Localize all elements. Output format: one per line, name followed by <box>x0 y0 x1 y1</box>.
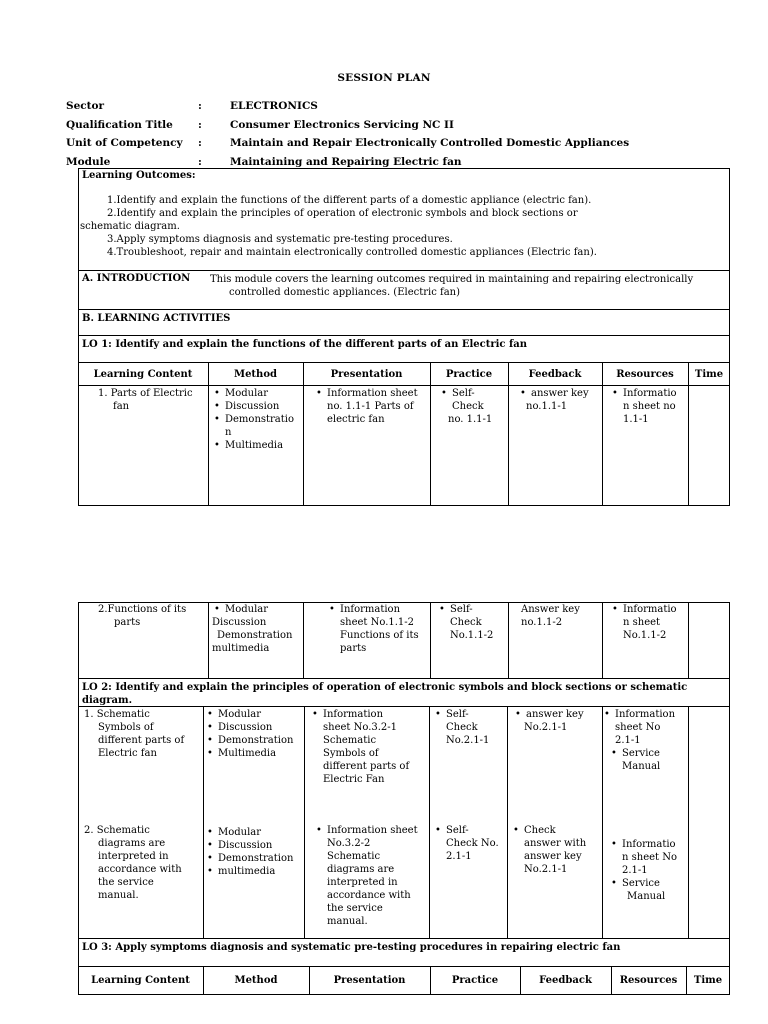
feedback-line: no.1.1-2 <box>521 617 563 628</box>
resources-line: • Informatio <box>623 387 677 400</box>
presentation-line: no. 1.1-1 Parts of <box>327 401 414 412</box>
presentation-line: accordance with <box>327 890 411 901</box>
lower-table <box>78 602 730 995</box>
col-divider <box>507 706 508 938</box>
row4-presentation <box>313 824 418 928</box>
method-item: Discussion <box>212 617 267 628</box>
col-divider <box>508 362 509 506</box>
learning-outcomes-heading: Learning Outcomes: <box>82 170 196 181</box>
method-item: • Modular <box>218 708 293 721</box>
method-item: multimedia <box>212 643 270 654</box>
resources-line: 2.1-1 <box>615 735 641 746</box>
meta-label: Sector <box>66 100 105 112</box>
row2-content <box>98 603 186 629</box>
row2-feedback <box>521 603 580 629</box>
meta-value: Consumer Electronics Servicing NC II <box>230 119 454 131</box>
practice-line: No.1.1-2 <box>450 630 494 641</box>
col-divider <box>203 706 204 938</box>
meta-label: Qualification Title <box>66 119 173 131</box>
col-header-learning-content: Learning Content <box>91 975 190 986</box>
row1-method <box>213 387 294 452</box>
row-divider <box>78 678 730 679</box>
col-divider <box>508 602 509 678</box>
introduction-label: A. INTRODUCTION <box>82 273 191 284</box>
col-header-presentation: Presentation <box>333 975 406 986</box>
meta-value: ELECTRONICS <box>230 100 318 112</box>
method-item: • Discussion <box>218 721 293 734</box>
col-header-method: Method <box>234 369 277 380</box>
col-divider <box>430 362 431 506</box>
presentation-line: No.3.2-2 <box>327 838 371 849</box>
resources-line: No.1.1-2 <box>623 630 667 641</box>
presentation-line: • Information <box>323 708 409 721</box>
resources-line: Manual <box>627 891 666 902</box>
feedback-line: answer key <box>524 851 582 862</box>
resources-line: • Service <box>622 877 677 890</box>
row3-method <box>207 708 293 760</box>
feedback-line: No.2.1-1 <box>524 722 568 733</box>
practice-line: Check <box>446 722 478 733</box>
presentation-line: sheet No.3.2-1 <box>323 722 398 733</box>
row1-feedback <box>516 387 589 413</box>
row-divider <box>78 706 730 707</box>
presentation-line: the service <box>327 903 383 914</box>
col-header-presentation: Presentation <box>330 369 403 380</box>
row-divider <box>78 938 730 939</box>
row4-practice <box>434 824 499 863</box>
row4-resources <box>610 838 677 903</box>
resources-line: 2.1-1 <box>622 865 648 876</box>
resources-line: • Service <box>622 747 675 760</box>
col-divider <box>304 706 305 938</box>
row3-practice <box>434 708 489 747</box>
method-item: • Discussion <box>218 839 293 852</box>
col-header-learning-content: Learning Content <box>93 369 193 380</box>
presentation-line: different parts of <box>323 761 410 772</box>
method-item: • Multimedia <box>218 747 293 760</box>
col-header-practice: Practice <box>445 369 493 380</box>
row1-resources <box>611 387 677 426</box>
introduction-text: controlled domestic appliances. (Electric fan) <box>229 287 460 298</box>
learning-outcome-item: 1.Identify and explain the functions of the different parts of a domestic appliance (electric fan). <box>107 195 592 206</box>
resources-line: n sheet No <box>622 852 677 863</box>
resources-line: n sheet <box>623 617 661 628</box>
row1-content <box>98 387 193 413</box>
presentation-line: Functions of its <box>340 630 419 641</box>
col-header-time: Time <box>693 975 723 986</box>
method-item: Demonstration <box>217 630 293 641</box>
row2-presentation <box>328 603 419 655</box>
row2-practice <box>438 603 493 642</box>
introduction-text: This module covers the learning outcomes required in maintaining and repairing electronically <box>210 274 694 285</box>
feedback-line: No.2.1-1 <box>524 864 568 875</box>
presentation-line: Schematic <box>323 735 377 746</box>
meta-value: Maintaining and Repairing Electric fan <box>230 156 462 168</box>
method-item: • Multimedia <box>225 439 294 452</box>
practice-line: • Self- <box>446 824 499 837</box>
practice-line: • Self- <box>446 708 489 721</box>
lo2-heading: LO 2: Identify and explain the principles of operation of electronic symbols and block sections or schematic <box>82 682 688 693</box>
feedback-line: no.1.1-1 <box>526 401 568 412</box>
presentation-line: manual. <box>327 916 368 927</box>
learning-outcome-item: 2.Identify and explain the principles of operation of electronic symbols and block sections or <box>107 208 578 219</box>
meta-value: Maintain and Repair Electronically Controlled Domestic Appliances <box>230 137 630 149</box>
content-line: parts <box>114 617 141 628</box>
meta-colon: : <box>198 100 202 112</box>
resources-line: sheet No <box>615 722 661 733</box>
presentation-line: Schematic <box>327 851 381 862</box>
presentation-line: sheet No.1.1-2 <box>340 617 415 628</box>
row1-practice <box>438 387 492 426</box>
row3-resources <box>606 708 675 773</box>
resources-line: Manual <box>622 761 661 772</box>
col-header-feedback: Feedback <box>539 975 592 986</box>
content-line: Symbols of <box>98 722 154 733</box>
resources-line: • Informatio <box>623 603 677 616</box>
practice-line: no. 1.1-1 <box>448 414 493 425</box>
presentation-line: parts <box>340 643 367 654</box>
method-item: • Demonstration <box>218 734 293 747</box>
method-item-cont: n <box>225 427 232 438</box>
col-divider <box>688 362 689 506</box>
col-divider <box>208 362 209 506</box>
col-divider <box>208 602 209 678</box>
content-line: Electric fan <box>98 748 157 759</box>
row3-feedback <box>512 708 584 734</box>
col-divider <box>688 706 689 938</box>
row-divider <box>78 362 730 363</box>
lo2-heading-cont: diagram. <box>82 695 133 706</box>
method-item: • Modular <box>218 826 293 839</box>
row-divider <box>78 309 730 310</box>
col-header-practice: Practice <box>451 975 499 986</box>
col-divider <box>303 602 304 678</box>
lo3-heading: LO 3: Apply symptoms diagnosis and systematic pre-testing procedures in repairing electric fan <box>82 942 621 953</box>
feedback-line: Answer key <box>521 604 580 615</box>
col-header-feedback: Feedback <box>528 369 582 380</box>
row3-content <box>84 708 184 760</box>
resources-line: 1.1-1 <box>623 414 649 425</box>
method-item: • Demonstratio <box>225 413 294 426</box>
row4-feedback <box>512 824 586 876</box>
presentation-line: electric fan <box>327 414 385 425</box>
meta-colon: : <box>198 137 202 149</box>
meta-label: Module <box>66 156 111 168</box>
feedback-line: answer with <box>524 838 587 849</box>
feedback-line: • Check <box>524 824 586 837</box>
learning-outcome-item: 4.Troubleshoot, repair and maintain electronically controlled domestic appliances (Electric fan). <box>107 247 597 258</box>
resources-line: • Informatio <box>622 838 677 851</box>
practice-line: Check <box>450 617 482 628</box>
learning-outcome-item: schematic diagram. <box>80 221 180 232</box>
resources-line: • Information <box>615 708 675 721</box>
method-item: • Modular <box>225 387 294 400</box>
resources-line: n sheet no <box>623 401 676 412</box>
col-header-time: Time <box>694 369 724 380</box>
presentation-line: diagrams are <box>327 864 395 875</box>
meta-label: Unit of Competency <box>66 137 183 149</box>
presentation-line: • Information sheet <box>327 824 418 837</box>
row2-resources <box>611 603 677 642</box>
content-line: 1. Parts of Electric <box>98 388 193 399</box>
col-header-resources: Resources <box>616 369 674 380</box>
practice-line: 2.1-1 <box>446 851 472 862</box>
content-line: interpreted in <box>98 851 169 862</box>
content-line: 1. Schematic <box>84 709 150 720</box>
content-line: diagrams are <box>98 838 166 849</box>
row-divider <box>78 335 730 336</box>
learning-activities-heading: B. LEARNING ACTIVITIES <box>82 313 231 324</box>
method-item: • Discussion <box>225 400 294 413</box>
content-line: fan <box>113 401 130 412</box>
feedback-line: • answer key <box>531 387 589 400</box>
content-line: the service <box>98 877 154 888</box>
presentation-line: Electric Fan <box>323 774 385 785</box>
col-divider <box>688 602 689 678</box>
meta-colon: : <box>198 119 202 131</box>
meta-colon: : <box>198 156 202 168</box>
practice-line: • Self- <box>450 603 493 616</box>
practice-line: Check <box>452 401 484 412</box>
col-header-method: Method <box>234 975 278 986</box>
row-divider <box>78 270 730 271</box>
row4-content <box>84 824 182 902</box>
method-item: • multimedia <box>218 865 293 878</box>
content-line: manual. <box>98 890 139 901</box>
col-divider <box>602 706 603 938</box>
row2-method <box>212 603 292 655</box>
content-line: 2.Functions of its <box>98 604 187 615</box>
col-divider <box>602 602 603 678</box>
presentation-line: • Information sheet <box>327 387 418 400</box>
method-item: • Modular <box>225 603 292 616</box>
content-line: 2. Schematic <box>84 825 150 836</box>
row1-presentation <box>318 387 418 426</box>
content-line: different parts of <box>98 735 185 746</box>
presentation-line: interpreted in <box>327 877 398 888</box>
learning-outcome-item: 3.Apply symptoms diagnosis and systematic pre-testing procedures. <box>107 234 453 245</box>
col-divider <box>430 602 431 678</box>
col-header-resources: Resources <box>619 975 678 986</box>
practice-line: Check No. <box>446 838 499 849</box>
presentation-line: Symbols of <box>323 748 379 759</box>
col-divider <box>303 362 304 506</box>
lo1-heading: LO 1: Identify and explain the functions of the different parts of an Electric fan <box>82 339 528 350</box>
practice-line: No.2.1-1 <box>446 735 490 746</box>
method-item: • Demonstration <box>218 852 293 865</box>
row-divider <box>78 966 730 967</box>
row-divider <box>78 385 730 386</box>
content-line: accordance with <box>98 864 182 875</box>
page-title: SESSION PLAN <box>337 72 431 84</box>
col-divider <box>429 706 430 938</box>
col-divider <box>602 362 603 506</box>
presentation-line: • Information <box>340 603 419 616</box>
practice-line: • Self- <box>452 387 492 400</box>
feedback-line: • answer key <box>526 708 584 721</box>
row4-method <box>207 826 293 878</box>
row3-presentation <box>310 708 409 786</box>
